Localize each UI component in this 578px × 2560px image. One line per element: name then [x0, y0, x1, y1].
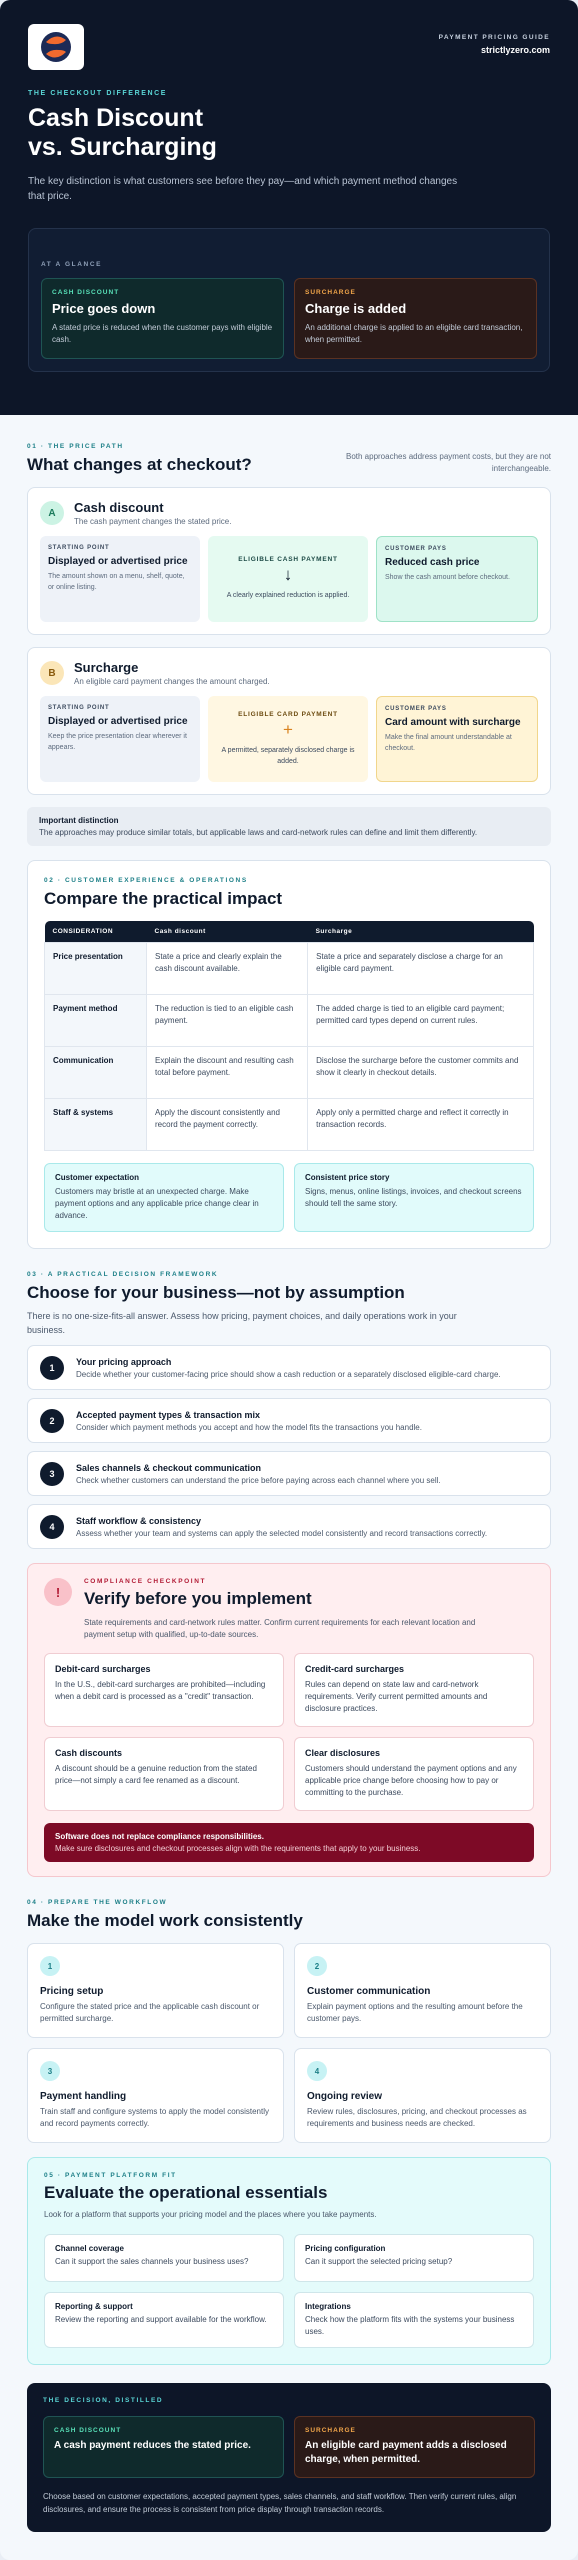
framework-desc: Consider which payment methods you accept and how the model fits the transactions you handle. [76, 1422, 422, 1432]
path-b-sub: An eligible card payment changes the amount charged. [74, 677, 270, 686]
path-b-start-kicker: STARTING POINT [48, 705, 110, 711]
customer-expectation-box [44, 1163, 284, 1232]
comp-intro: State requirements and card-network rules matter. Confirm current requirements for each relevant location and payment setup with qualified, up-to-date sources. [84, 1618, 476, 1639]
workflow-title: Customer communication [307, 1986, 431, 1997]
section-compliance [0, 1563, 578, 1877]
glance-card-surcharge [294, 278, 537, 359]
table-cell: Apply only a permitted charge and reflect it correctly in transaction records. [308, 1099, 534, 1151]
decision-sc-kicker: SURCHARGE [305, 2427, 356, 2434]
path-b-start-desc: Keep the price presentation clear wherever it appears. [48, 733, 187, 751]
s5-title: Evaluate the operational essentials [44, 2183, 328, 2202]
list-item [27, 1398, 551, 1443]
decision-card-cash-discount [43, 2416, 284, 2478]
expectation-desc: Customers may bristle at an unexpected charge. Make payment options and any applicable price change clear in advance. [55, 1187, 259, 1220]
path-b-end [376, 696, 538, 782]
table-row [45, 995, 534, 1047]
path-a-end-desc: Show the cash amount before checkout. [385, 574, 510, 581]
table-row [45, 1047, 534, 1099]
workflow-number: 2 [307, 1956, 327, 1976]
plus-icon: + [283, 720, 293, 739]
path-b-mid [208, 696, 368, 782]
list-item [27, 1451, 551, 1496]
path-b-mid-desc: A permitted, separately disclosed charge is added. [221, 747, 355, 765]
compliance-box-desc: A discount should be a genuine reduction from the stated price—not simply a card fee renamed as a discount. [55, 1764, 257, 1785]
list-item [27, 1504, 551, 1549]
workflow-desc: Review rules, disclosures, pricing, and checkout processes as requirements and business needs are checked. [307, 2107, 527, 2128]
badge-b: B [40, 661, 64, 685]
workflow-desc: Train staff and configure systems to apply the model consistently and record payments correctly. [40, 2107, 270, 2128]
s3-intro: There is no one-size-fits-all answer. Assess how pricing, payment choices, and daily operations work in your business. [27, 1311, 457, 1335]
platform-box-title: Reporting & support [55, 2302, 133, 2311]
compliance-box-title: Credit-card surcharges [305, 1664, 405, 1674]
workflow-desc: Explain payment options and the resulting amount before the customer pays. [307, 2002, 523, 2023]
compliance-box-title: Debit-card surcharges [55, 1664, 151, 1674]
hero [0, 0, 578, 415]
step-number: 3 [40, 1462, 64, 1486]
decision-cd-kicker: CASH DISCOUNT [54, 2427, 122, 2434]
platform-box-title: Channel coverage [55, 2244, 124, 2253]
table-row [45, 1099, 534, 1151]
table-row-label: Price presentation [45, 943, 147, 995]
section-framework [0, 1271, 578, 1549]
s4-title: Make the model work consistently [27, 1911, 303, 1930]
path-a-mid [208, 536, 368, 622]
alert-title: Software does not replace compliance responsibilities. [55, 1832, 264, 1841]
workflow-title: Pricing setup [40, 1986, 104, 1997]
path-b-end-desc: Make the final amount understandable at checkout. [385, 734, 512, 752]
path-a-title: Cash discount [74, 500, 164, 515]
table-cell: Explain the discount and resulting cash total before payment. [147, 1047, 308, 1099]
table-row-label: Payment method [45, 995, 147, 1047]
framework-desc: Check whether customers can understand the price before paying across each channel where you sell. [76, 1475, 441, 1485]
s5-eyebrow: 05 · PAYMENT PLATFORM FIT [44, 2172, 177, 2179]
comparison-table [44, 921, 534, 1151]
th-surcharge: Surcharge [308, 921, 534, 943]
brand-site-link[interactable]: strictlyzero.com [480, 45, 550, 55]
list-item [27, 1345, 551, 1390]
compliance-box-debit [44, 1653, 284, 1727]
s1-eyebrow: 01 · THE PRICE PATH [27, 443, 124, 450]
s1-title: What changes at checkout? [27, 455, 252, 474]
table-row-label: Communication [45, 1047, 147, 1099]
path-a-mid-desc: A clearly explained reduction is applied. [226, 592, 350, 600]
compliance-box-disclosures [294, 1737, 534, 1811]
glance-card-cash-discount [41, 278, 284, 359]
badge-a: A [40, 501, 64, 525]
at-a-glance-panel [28, 228, 550, 372]
table-cell: State a price and clearly explain the cash discount available. [147, 943, 308, 995]
compliance-box-cash [44, 1737, 284, 1811]
story-title: Consistent price story [305, 1173, 390, 1182]
path-a-start [40, 536, 200, 622]
path-a-start-title: Displayed or advertised price [48, 556, 188, 567]
distinction-title: Important distinction [39, 816, 119, 825]
glance-cd-desc: A stated price is reduced when the customer pays with eligible cash. [52, 323, 273, 344]
s3-eyebrow: 03 · A PRACTICAL DECISION FRAMEWORK [27, 1271, 219, 1278]
table-cell: The added charge is tied to an eligible card payment; permitted card types depend on current rules. [308, 995, 534, 1047]
brand-kicker: PAYMENT PRICING GUIDE [438, 34, 550, 41]
section-price-path [0, 443, 578, 846]
glance-sc-kicker: SURCHARGE [305, 289, 356, 296]
story-desc: Signs, menus, online listings, invoices, and checkout screens should tell the same story. [305, 1187, 522, 1208]
hero-eyebrow: THE CHECKOUT DIFFERENCE [28, 90, 168, 97]
framework-title: Accepted payment types & transaction mix [76, 1409, 261, 1420]
path-b-start-title: Displayed or advertised price [48, 716, 188, 727]
hero-lead: The key distinction is what customers see before they pay—and which payment method changes that price. [28, 176, 458, 202]
step-number: 1 [40, 1356, 64, 1380]
platform-box [44, 2292, 284, 2348]
table-cell: Disclose the surcharge before the customer commits and show it clearly in checkout details. [308, 1047, 534, 1099]
section-decision [0, 2383, 578, 2532]
glance-cd-kicker: CASH DISCOUNT [52, 289, 120, 296]
decision-summary: Choose based on customer expectations, accepted payment types, sales channels, and staff workflow. Then verify current rules, align disclosures, and ensure the process is consistent from price display through transaction records. [43, 2492, 517, 2514]
s5-intro: Look for a platform that supports your pricing model and the places where you take payments. [44, 2210, 377, 2219]
platform-box-desc: Check how the platform fits with the systems your business uses. [305, 2315, 515, 2336]
workflow-card [27, 2048, 284, 2143]
brand-block [439, 24, 550, 55]
platform-box-title: Pricing configuration [305, 2244, 386, 2253]
table-row-label: Staff & systems [45, 1099, 147, 1151]
s4-eyebrow: 04 · PREPARE THE WORKFLOW [27, 1899, 168, 1906]
workflow-card [27, 1943, 284, 2038]
workflow-card [294, 2048, 551, 2143]
framework-desc: Assess whether your team and systems can apply the selected model consistently and record transactions correctly. [76, 1528, 488, 1538]
path-a-start-desc: The amount shown on a menu, shelf, quote, or online listing. [48, 573, 185, 591]
compliance-box-credit [294, 1653, 534, 1727]
s2-eyebrow: 02 · CUSTOMER EXPERIENCE & OPERATIONS [44, 877, 248, 884]
path-b-end-title: Card amount with surcharge [385, 717, 521, 728]
workflow-title: Ongoing review [307, 2091, 383, 2102]
glance-sc-title: Charge is added [305, 301, 407, 316]
section-platform-fit [0, 2157, 578, 2365]
workflow-card [294, 1943, 551, 2038]
platform-box-desc: Can it support the sales channels your business uses? [55, 2257, 249, 2266]
path-b-mid-kicker: ELIGIBLE CARD PAYMENT [238, 711, 338, 718]
brand-logo-icon[interactable] [28, 24, 84, 70]
workflow-number: 4 [307, 2061, 327, 2081]
path-b-end-kicker: CUSTOMER PAYS [385, 706, 447, 712]
compliance-box-desc: Rules can depend on state law and card-network requirements. Verify current permitted amounts and disclosure practices. [305, 1680, 488, 1713]
table-cell: Apply the discount consistently and record the payment correctly. [147, 1099, 308, 1151]
th-cash-discount: Cash discount [147, 921, 308, 943]
important-distinction [27, 807, 551, 846]
platform-box-desc: Can it support the selected pricing setup? [305, 2257, 453, 2266]
compliance-box-desc: In the U.S., debit-card surcharges are prohibited—including when a debit card is processed as a "credit" transaction. [55, 1680, 266, 1701]
path-card-cash-discount [27, 487, 551, 635]
compliance-box-desc: Customers should understand the payment options and any applicable price change before choosing how to pay or committing to the purchase. [305, 1764, 517, 1797]
page-title-line-1: Cash Discount [28, 104, 204, 132]
workflow-desc: Configure the stated price and the applicable cash discount or permitted surcharge. [40, 2002, 260, 2023]
expectation-title: Customer expectation [55, 1173, 140, 1182]
table-cell: State a price and separately disclose a charge for an eligible card payment. [308, 943, 534, 995]
arrow-down-icon: ↓ [283, 565, 293, 585]
path-a-sub: The cash payment changes the stated price. [74, 517, 232, 526]
page-title-line-2: vs. Surcharging [28, 133, 217, 161]
s1-note: Both approaches address payment costs, but they are not interchangeable. [345, 452, 551, 473]
workflow-number: 1 [40, 1956, 60, 1976]
path-b-title: Surcharge [74, 660, 139, 675]
framework-title: Your pricing approach [76, 1356, 172, 1367]
glance-label: AT A GLANCE [41, 261, 103, 268]
workflow-title: Payment handling [40, 2091, 127, 2102]
comp-eyebrow: COMPLIANCE CHECKPOINT [84, 1578, 207, 1585]
price-story-box [294, 1163, 534, 1232]
framework-title: Staff workflow & consistency [76, 1515, 202, 1526]
platform-box [44, 2234, 284, 2282]
distinction-desc: The approaches may produce similar totals, but applicable laws and card-network rules can define and limit them differently. [39, 828, 478, 837]
s2-title: Compare the practical impact [44, 889, 283, 908]
compliance-box-title: Clear disclosures [305, 1748, 381, 1758]
decision-cd-title: A cash payment reduces the stated price. [54, 2440, 251, 2451]
path-a-end-kicker: CUSTOMER PAYS [385, 546, 447, 552]
decision-card-surcharge [294, 2416, 535, 2478]
framework-title: Sales channels & checkout communication [76, 1462, 262, 1473]
section-compare [0, 860, 578, 1249]
platform-box-desc: Review the reporting and support available for the workflow. [55, 2315, 267, 2324]
compliance-box-title: Cash discounts [55, 1748, 123, 1758]
path-b-start [40, 696, 200, 782]
path-card-surcharge [27, 647, 551, 795]
s3-title: Choose for your business—not by assumption [27, 1283, 405, 1302]
glance-cd-title: Price goes down [52, 301, 156, 316]
alert-desc: Make sure disclosures and checkout processes align with the requirements that apply to your business. [55, 1844, 421, 1853]
platform-box-title: Integrations [305, 2302, 351, 2311]
compliance-alert [44, 1823, 534, 1862]
table-row [45, 943, 534, 995]
workflow-number: 3 [40, 2061, 60, 2081]
framework-desc: Decide whether your customer-facing price should show a cash reduction or a separately disclosed eligible-card charge. [76, 1369, 501, 1379]
path-a-mid-kicker: ELIGIBLE CASH PAYMENT [238, 556, 338, 564]
section-workflow [0, 1899, 578, 2143]
alert-icon: ! [44, 1578, 72, 1606]
platform-box [294, 2234, 534, 2282]
glance-sc-desc: An additional charge is applied to an eligible card transaction, when permitted. [305, 323, 523, 344]
path-a-end-title: Reduced cash price [385, 557, 480, 568]
decision-sc-title: An eligible card payment adds a disclosed charge, when permitted. [305, 2440, 507, 2465]
table-cell: The reduction is tied to an eligible cash payment. [147, 995, 308, 1047]
platform-box [294, 2292, 534, 2348]
comp-title: Verify before you implement [84, 1589, 312, 1608]
step-number: 2 [40, 1409, 64, 1433]
path-a-end [376, 536, 538, 622]
step-number: 4 [40, 1515, 64, 1539]
page-title [28, 104, 550, 162]
th-consideration: CONSIDERATION [45, 921, 147, 943]
decision-eyebrow: THE DECISION, DISTILLED [43, 2397, 164, 2404]
path-a-start-kicker: STARTING POINT [48, 545, 110, 551]
